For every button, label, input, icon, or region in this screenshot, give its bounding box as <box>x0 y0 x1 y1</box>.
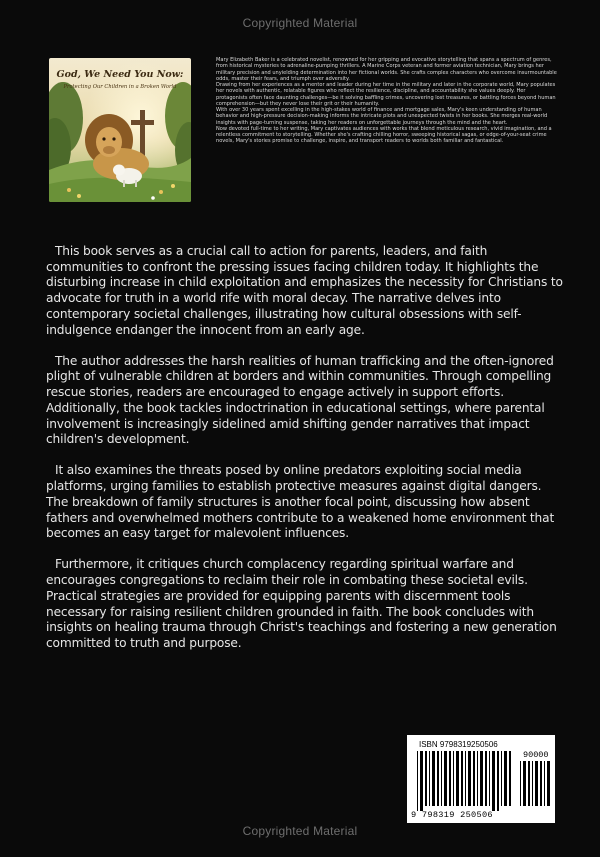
barcode-bar <box>480 751 483 806</box>
barcode-bar <box>547 761 550 806</box>
barcode-bar <box>441 751 442 806</box>
barcode-bar <box>417 751 418 811</box>
barcode-bar <box>492 751 495 811</box>
author-bio-paragraph: Mary Elizabeth Baker is a celebrated novelist, renowned for her gripping and evocative storytelling that spans a spectrum of genres, from historical mysteries to adrenaline-pumping thrillers. A Marine Corps veteran and former aviation technician, Mary brings her military precision and unyielding determination into her fictional worlds. She crafts complex characters who overcome insurmountable odds, master their fears, and triumph over adversity. <box>216 57 557 82</box>
author-bio-paragraph: With over 30 years spent excelling in the high-stakes world of finance and mortgage sales, Mary's keen understanding of human behavior and high-pressure decision-making informs the intricate plots and unexpected twists in her books. She merges real-world insights with page-turning suspense, taking her readers on unforgettable journeys through the mind and the heart. <box>216 107 548 126</box>
barcode-bar <box>425 751 427 806</box>
book-description <box>46 244 566 667</box>
barcode-bar <box>540 761 542 806</box>
description-paragraph: This book serves as a crucial call to action for parents, leaders, and faith communities to confront the pressing issues facing children today. It highlights the disturbing increase in child exploitation and emphasizes the necessity for Christians to advocate for truth in a world rife with moral decay. The narrative delves into contemporary societal challenges, illustrating how cultural obsessions with self-indulgence endanger the innocent from an early age. <box>46 244 563 337</box>
barcode-bar <box>532 761 533 806</box>
barcode-bar <box>456 751 459 806</box>
price-code: 90000 <box>523 750 549 760</box>
barcode-bar <box>509 751 511 806</box>
barcode-bar <box>465 751 466 806</box>
barcode-bar <box>449 751 451 806</box>
isbn-label: ISBN 9798319250506 <box>419 740 498 749</box>
addon-barcode-bars <box>520 761 550 811</box>
barcode-bar <box>437 751 439 806</box>
barcode-bar <box>504 751 507 806</box>
barcode-bar <box>477 751 478 806</box>
book-cover-thumbnail <box>49 58 191 202</box>
copyright-watermark-bottom: Copyrighted Material <box>242 824 358 838</box>
barcode-bar <box>444 751 447 806</box>
svg-text:God, We Need You Now:: God, We Need You Now: <box>56 69 184 80</box>
barcode-bar <box>489 751 490 806</box>
barcode-bar <box>432 751 435 806</box>
barcode-bar <box>523 761 526 806</box>
description-paragraph: Furthermore, it critiques church complacency regarding spiritual warfare and encourages congregations to reclaim their role in combating these societal evils. Practical strategies are provided for equipping parents with discernment tools necessary for raising resilient children grounded in faith. The book concludes with insights on healing trauma through Christ's teachings and fostering a new generation committed to truth and purpose. <box>46 557 557 650</box>
description-paragraph: The author addresses the harsh realities of human trafficking and the often-ignored plight of vulnerable children at borders and within communities. Through compelling rescue stories, readers are encouraged to engage actively in support efforts. Additionally, the book tackles indoctrination in educational settings, where parental involvement is increasingly sidelined amid shifting gender narratives that impact children's development. <box>46 353 554 447</box>
barcode-bar <box>453 751 454 806</box>
author-bio-paragraph: Now devoted full-time to her writing, Mary captivates audiences with works that blend meticulous research, vivid imagination, and a relentless commitment to storytelling. Whether she's crafting chilling horror, sweeping historical sagas, or edge-of-your-seat crime novels, Mary's stories promise to challenge, inspire, and transport readers to worlds both familiar and fantastical. <box>216 125 552 145</box>
copyright-watermark-top: Copyrighted Material <box>242 16 358 30</box>
barcode-bar <box>485 751 487 806</box>
ean-barcode-bars <box>417 751 513 811</box>
barcode-bar <box>497 751 499 811</box>
barcode-bar <box>501 751 502 806</box>
svg-text:Protecting Our Children in a B: Protecting Our Children in a Broken World <box>63 84 177 90</box>
barcode-bar <box>420 751 423 811</box>
description-paragraph: It also examines the threats posed by online predators exploiting social media platforms, urging families to establish protective measures against digital dangers. The breakdown of family structures is another focal point, discussing how absent fathers and overwhelmed mothers contribute to a weakened home environment that becomes an easy target for malevolent influences. <box>46 463 555 541</box>
barcode-bar <box>520 761 521 806</box>
ean-digits: 9 798319 250506 <box>411 810 493 820</box>
barcode-bar <box>468 751 471 806</box>
barcode-bar <box>535 761 538 806</box>
author-bio-paragraph: Drawing from her experiences as a mentor and leader during her time in the military and later in the corporate world, Mary populates her novels with authentic, relatable figures who reflect the resilience, discipline, and accountability she values deeply. Her protagonists often face daunting challenges—be it solving baffling crimes, uncovering lost treasures, or battling forces beyond human comprehension—but they never lose their grit or their humanity. <box>216 82 556 107</box>
barcode-bar <box>544 761 545 806</box>
author-bio <box>216 57 558 145</box>
barcode-bar <box>528 761 530 806</box>
isbn-barcode <box>407 735 555 823</box>
barcode-bar <box>429 751 430 806</box>
barcode-bar <box>473 751 475 806</box>
barcode-bar <box>461 751 463 806</box>
